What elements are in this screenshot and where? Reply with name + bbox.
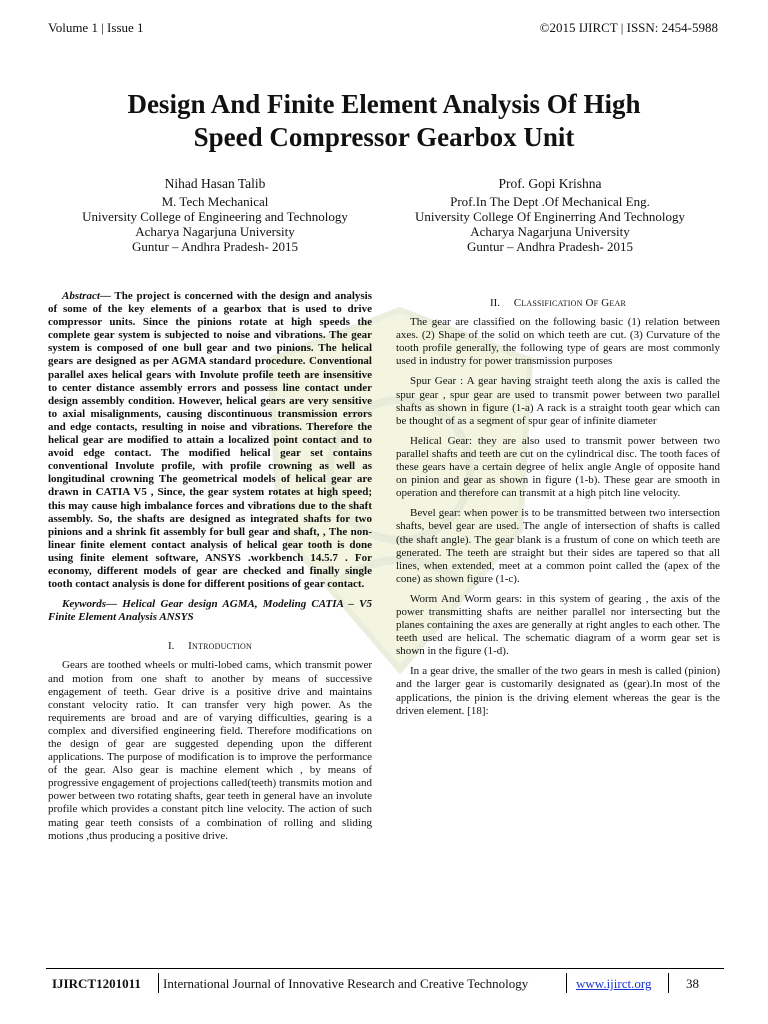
header-copyright: ©2015 IJIRCT | ISSN: 2454-5988 [539,20,718,35]
body-paragraph: The gear are classified on the following basic (1) relation between axes. (2) Shape of the solid on which teeth are cut. (3) Curvature of the tooth profile generally, the following type of gears are most commonly used in industry for power transmission purposes [396,316,720,368]
section-number: II. [489,297,501,309]
abstract-paragraph [48,290,372,591]
title-line-1: Design And Finite Element Analysis Of High [127,89,641,119]
footer-paper-code: IJIRCT1201011 [52,976,141,991]
abstract-label: Abstract— [62,290,111,302]
paper-title [60,88,708,154]
section-title: Classification Of Gear [513,297,627,309]
body-paragraph-pinion: In a gear drive, the smaller of the two gears in mesh is called (pinion) and the larger gear is customarily designated as (gear).In most of the applications, the pinion is the driving element whereas the gear is the driven element. [18]: [396,665,720,717]
author-affiliation-line: Acharya Nagarjuna University [135,224,295,239]
author-affiliation-line: University College Of Enginerring And Technology [415,209,685,224]
author-affiliation-line: Guntur – Andhra Pradesh- 2015 [131,239,299,254]
title-line-2: Speed Compressor Gearbox Unit [193,122,575,152]
left-column [48,290,372,850]
author-affiliation-line: University College of Engineering and Technology [82,209,348,224]
footer-website-link[interactable]: www.ijirct.org [576,976,652,991]
section-title: Introduction [188,640,252,653]
abstract-text: The project is concerned with the design and analysis of some of the key elements of a gearbox that is used to drive compressor units. Since the pinions rotate at high speeds the complete gear system is subjected to noise and vibrations. The gear system is composed of one bull gear and two pinions. The helical gears are designed as per AGMA standard procedure. Conventional parallel axes helical gears with Involute profile teeth are insensitive to center distance assembly errors and possess line contact under design assembly condition. However, helical gears are very sensitive to axial misalignments, causing discontinuous transmission errors and edge contacts, resulting in noise and vibrations. Therefore the helical gear are modified to attain a localized point contact and to avoid edge contact. The modified helical gear set contains conventional Involute profile, with profile crowning as well as longitudinal crowning The geometrical models of helical gear are drawn in CATIA V5 , Since, the gear system rotates at high speed; this may cause high imbalance forces and vibrations due to the shaft assembly. So, the shafts are designed as integrated shafts for two pinions and a shrink fit assembly for bull gear and shaft, , The non-linear finite element contact analysis of helical gear tooth is done using finite element software, ANSYS .workbench 14.5.7 . For economy, different models of gear are checked and finally single tooth contact analysis is done for different positions of gear contact. [48,290,372,591]
intro-paragraph: Gears are toothed wheels or multi-lobed cams, which transmit power and motion from one shaft to another by means of successive engagement of teeth. Gear drive is a positive drive and maintains constant velocity ratio. It can transfer very high power. As the requirements are broad and are of varying difficulties, gearing is a complex and diversified engineering field. Therefore modifications on the design of gear are suggested depending upon the different applications. The purpose of modification is to improve the performance of the gear. Also gear is machine element which , by means of progressive engagement of projections called(teeth) transmits motion and power between two rotating shafts, gear teeth in general have an involute profile which provides a constant pitch line velocity. The action of such mating gear teeth consists of a combination of rolling and sliding motions ,thus producing a positive drive. [48,659,372,842]
author-affiliation-line: M. Tech Mechanical [161,194,269,209]
page-footer [46,968,724,995]
body-paragraph-bevel-gear: Bevel gear: when power is to be transmitted between two intersection shafts, bevel gear are used. The angle of intersection of shafts is called (the shaft angle). The gear blank is a frustum of cone on which teeth are generated. The teeth are straight but their sides are tapered so that all lines, when extended, meet at a common point called the (apex of the cone) as shown figure (1-c). [396,507,720,585]
body-paragraph-worm-gear: Worm And Worm gears: in this system of gearing , the axis of the power transmitting shafts are neither parallel nor intersecting but the planes containing the axes are generally at right angles to each other. The teeth used are helical. The schematic diagram of a worm gear set is shown in the figure (1-d). [396,592,720,658]
author-affiliation-line: Acharya Nagarjuna University [470,224,630,239]
footer-divider [158,973,159,993]
footer-page-number: 38 [686,976,699,991]
body-paragraph-spur-gear: Spur Gear : A gear having straight teeth along the axis is called the spur gear , spur gear are used to transmit power between two parallel shafts as shown in figure (1-a) A rack is a straight tooth gear which can be thought of as a segment of spur gear of infinite diameter [396,375,720,427]
section-heading-classification [396,297,720,310]
keywords-line: Keywords— Helical Gear design AGMA, Modeling CATIA – V5 Finite Element Analysis ANSYS [48,598,372,624]
body-paragraph-helical-gear: Helical Gear: they are also used to transmit power between two parallel shafts and teeth are cut on the cylindrical disc. The tooth faces of these gears have a certain degree of helix angle Angle of opposite hand on pinion and gear as shown in figure (1-b). These gear are smooth in operation and therefore can transmit at a high pitch line velocity. [396,434,720,500]
header-volume: Volume 1 | Issue 1 [48,20,144,35]
author-affiliation-line: Prof.In The Dept .Of Mechanical Eng. [450,194,650,209]
section-number: I. [167,640,175,653]
author-block-2 [400,176,700,254]
footer-journal-name: International Journal of Innovative Research and Creative Technology [163,976,529,991]
footer-divider [566,973,567,993]
author-name: Prof. Gopi Krishna [498,176,602,191]
author-affiliation-line: Guntur – Andhra Pradesh- 2015 [466,239,634,254]
section-heading-introduction [48,640,372,653]
author-name: Nihad Hasan Talib [164,176,266,191]
right-column [396,285,720,725]
author-block-1 [48,176,382,254]
footer-divider [668,973,669,993]
